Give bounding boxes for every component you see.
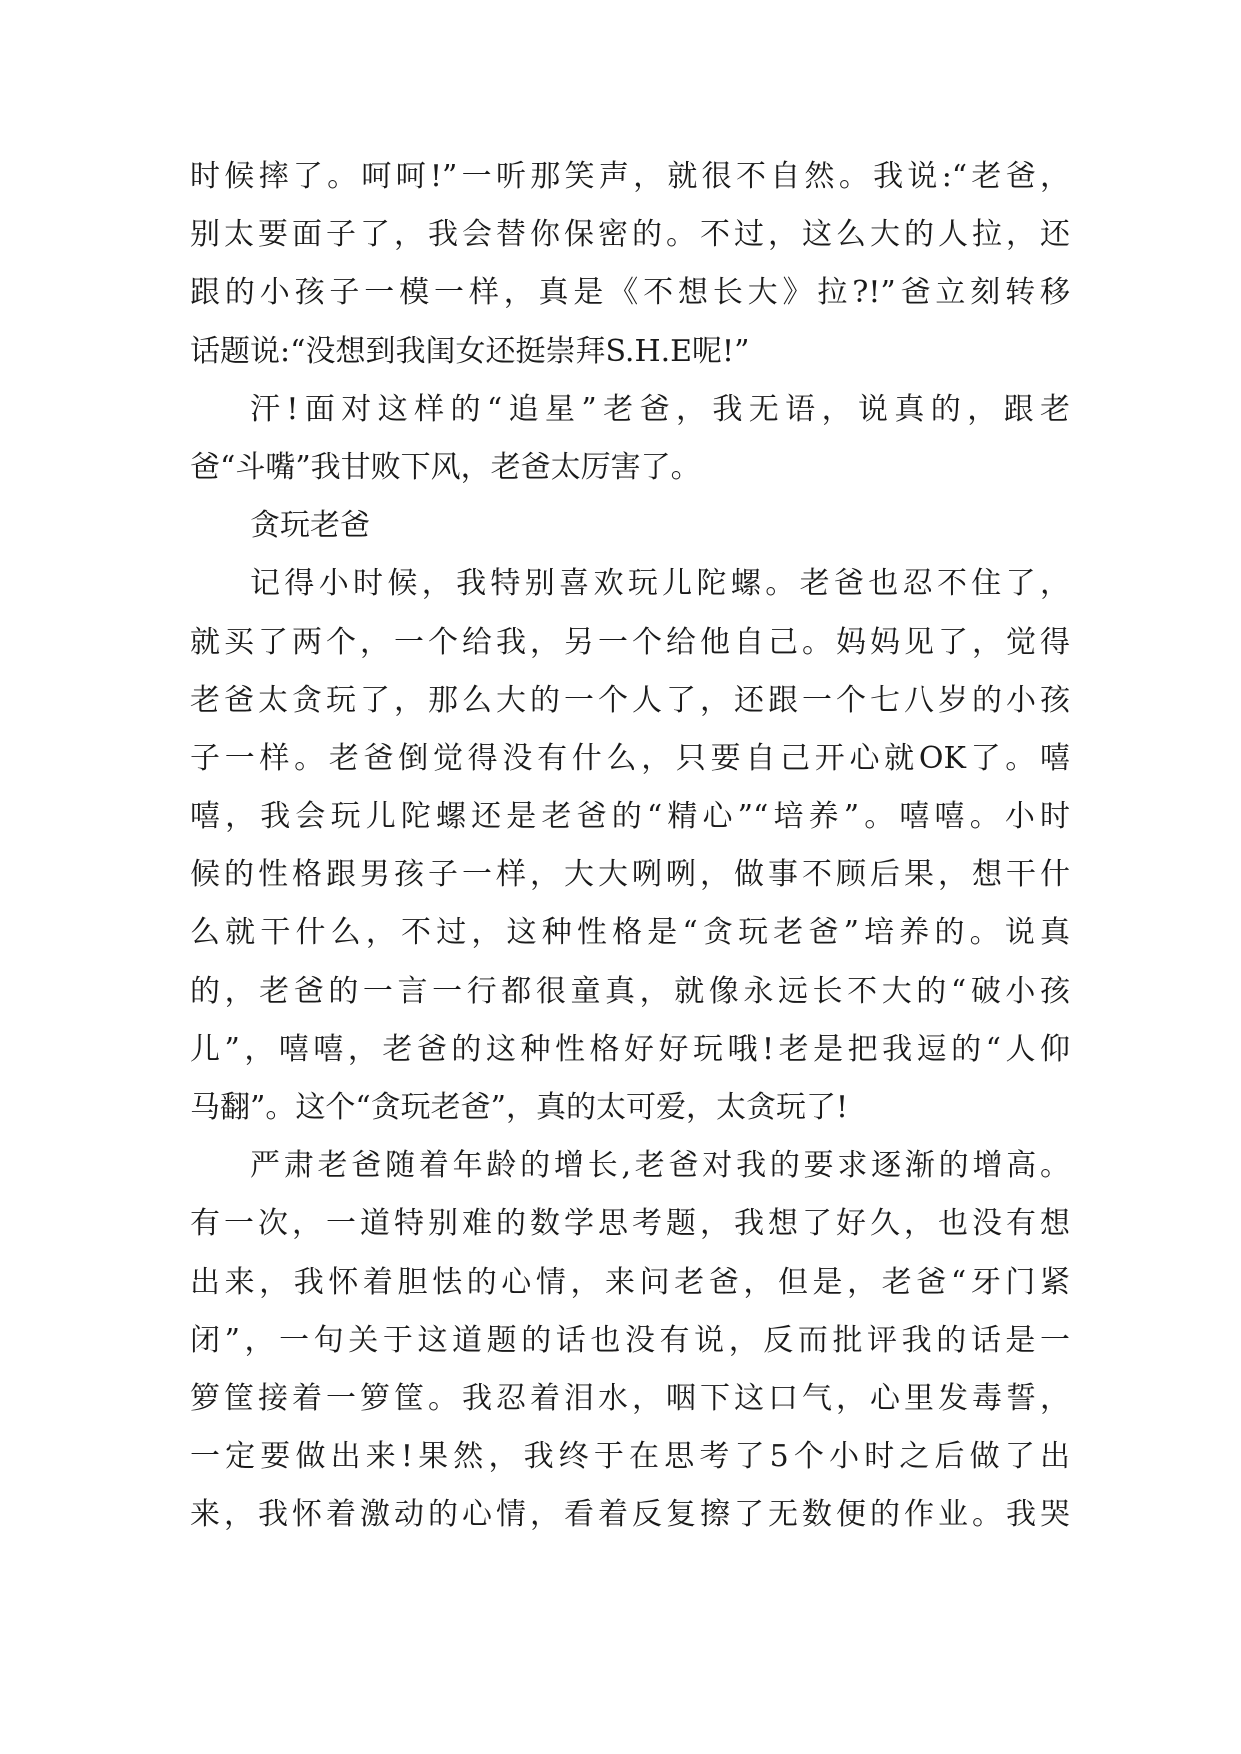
text-line: 就买了两个，一个给我，另一个给他自己。妈妈见了，觉得 — [190, 624, 1070, 660]
text-line: 老爸太贪玩了，那么大的一个人了，还跟一个七八岁的小孩 — [190, 682, 1070, 718]
text-line: 汗!面对这样的“追星”老爸，我无语，说真的，跟老 — [250, 391, 1070, 427]
text-line: 跟的小孩子一模一样，真是《不想长大》拉?!”爸立刻转移 — [190, 275, 1070, 311]
text-line: 有一次，一道特别难的数学思考题，我想了好久，也没有想 — [190, 1206, 1070, 1242]
body-text — [190, 148, 1070, 1545]
text-line: 候的性格跟男孩子一样，大大咧咧，做事不顾后果，想干什 — [190, 857, 1070, 893]
text-line: 出来，我怀着胆怯的心情，来问老爸，但是，老爸“牙门紧 — [190, 1264, 1070, 1300]
text-line: 箩筐接着一箩筐。我忍着泪水，咽下这口气，心里发毒誓， — [190, 1380, 1070, 1416]
text-line: 时候摔了。呵呵!”一听那笑声，就很不自然。我说:“老爸， — [190, 159, 1070, 194]
text-line: 爸“斗嘴”我甘败下风，老爸太厉害了。 — [190, 449, 701, 485]
text-line: 来，我怀着激动的心情，看着反复擦了无数便的作业。我哭 — [190, 1497, 1070, 1533]
text-line: 一定要做出来!果然，我终于在思考了5个小时之后做了出 — [190, 1439, 1070, 1475]
text-line: 子一样。老爸倒觉得没有什么，只要自己开心就OK了。嘻 — [190, 740, 1070, 776]
text-line: 的，老爸的一言一行都很童真，就像永远长不大的“破小孩 — [190, 973, 1070, 1009]
text-line: 么就干什么，不过，这种性格是“贪玩老爸”培养的。说真 — [190, 915, 1070, 951]
text-line: 闭”，一句关于这道题的话也没有说，反而批评我的话是一 — [190, 1322, 1070, 1358]
text-line: 嘻，我会玩儿陀螺还是老爸的“精心”“培养”。嘻嘻。小时 — [190, 799, 1070, 835]
text-line: 严肃老爸随着年龄的增长,老爸对我的要求逐渐的增高。 — [250, 1148, 1070, 1184]
text-line: 记得小时候，我特别喜欢玩儿陀螺。老爸也忍不住了， — [250, 566, 1070, 602]
text-line: 马翻”。这个“贪玩老爸”，真的太可爱，太贪玩了! — [190, 1090, 849, 1125]
text-line: 话题说:“没想到我闺女还挺崇拜S.H.E呢!” — [190, 333, 750, 369]
text-line: 儿”，嘻嘻，老爸的这种性格好好玩哦!老是把我逗的“人仰 — [190, 1031, 1070, 1067]
text-line: 别太要面子了，我会替你保密的。不过，这么大的人拉，还 — [190, 217, 1070, 253]
text-line: 贪玩老爸 — [250, 508, 370, 544]
